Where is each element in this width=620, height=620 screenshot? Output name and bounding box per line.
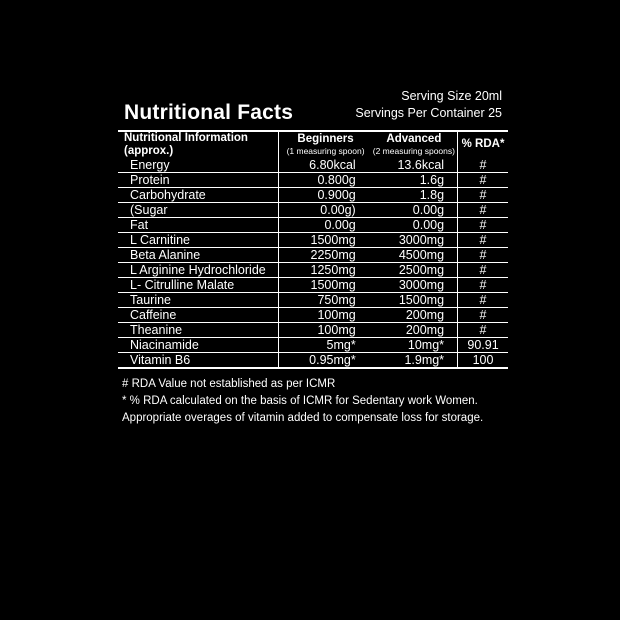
row-nutrient-name: Protein <box>118 173 281 188</box>
row-nutrient-name: Theanine <box>118 323 281 338</box>
row-beginners-value: 5mg* <box>281 338 369 353</box>
row-nutrient-name: Niacinamide <box>118 338 281 353</box>
table-row <box>118 263 508 278</box>
row-nutrient-name: L- Citrulline Malate <box>118 278 281 293</box>
row-rda-value: # <box>458 218 508 233</box>
row-beginners-value: 6.80kcal <box>309 158 356 173</box>
row-rda-value: # <box>458 203 508 218</box>
column-divider-2 <box>457 132 458 367</box>
row-nutrient-name: (Sugar <box>118 203 281 218</box>
table-row <box>118 233 508 248</box>
row-nutrient-name: Fat <box>118 218 281 233</box>
row-advanced-value: 3000mg <box>370 233 458 248</box>
row-advanced-value: 1.9mg* <box>370 353 458 368</box>
row-advanced-value: 2500mg <box>370 263 458 278</box>
table-row <box>118 323 508 338</box>
row-beginners-value: 2250mg <box>281 248 369 263</box>
footnotes <box>118 369 508 426</box>
row-advanced-value: 1500mg <box>370 293 458 308</box>
row-advanced-value: 1.6g <box>370 173 458 188</box>
nutrition-table <box>118 132 508 367</box>
table-row <box>118 218 508 233</box>
table-row <box>118 338 508 353</box>
row-advanced-value: 1.8g <box>370 188 458 203</box>
row-beginners-value: 0.95mg* <box>281 353 369 368</box>
row-beginners-value: 1250mg <box>281 263 369 278</box>
row-nutrient-name: Carbohydrate <box>118 188 281 203</box>
table-row <box>118 278 508 293</box>
row-beginners-value: 1500mg <box>281 278 369 293</box>
page-title: Nutritional Facts <box>124 100 294 124</box>
serving-info <box>355 88 502 124</box>
table-row <box>118 173 508 188</box>
row-rda-value: # <box>458 323 508 338</box>
table-body <box>118 158 508 367</box>
row-nutrient-name: Caffeine <box>118 308 281 323</box>
table-row <box>118 203 508 218</box>
row-advanced-value: 10mg* <box>370 338 458 353</box>
row-beginners-value: 0.00g) <box>281 203 369 218</box>
row-rda-value: # <box>458 188 508 203</box>
row-rda-value: # <box>458 293 508 308</box>
row-rda-value: # <box>458 263 508 278</box>
column-header-name: Nutritional Information (approx.) <box>124 131 248 157</box>
table-header-row <box>118 132 508 158</box>
table-row <box>118 293 508 308</box>
nutrition-facts-panel <box>118 88 508 426</box>
row-beginners-value: 750mg <box>281 293 369 308</box>
row-beginners-value: 1500mg <box>281 233 369 248</box>
table-row <box>118 248 508 263</box>
serving-size: Serving Size 20ml <box>401 89 502 103</box>
row-beginners-value: 100mg <box>281 308 369 323</box>
table-row <box>118 308 508 323</box>
row-rda-value: 100 <box>458 353 508 368</box>
column-header-advanced-sub: (2 measuring spoons) <box>372 146 455 157</box>
row-rda-value: # <box>458 248 508 263</box>
footnote-line: # RDA Value not established as per ICMR <box>122 378 336 391</box>
table-row <box>118 188 508 203</box>
footnote-line: Appropriate overages of vitamin added to compensate loss for storage. <box>122 411 484 424</box>
table-row <box>118 353 508 368</box>
table-row <box>118 158 508 173</box>
row-advanced-value: 3000mg <box>370 278 458 293</box>
row-nutrient-name: L Carnitine <box>118 233 281 248</box>
table-head <box>118 132 508 158</box>
row-beginners-value: 0.00g <box>281 218 369 233</box>
row-nutrient-name: Beta Alanine <box>118 248 281 263</box>
row-nutrient-name: Taurine <box>118 293 281 308</box>
row-nutrient-name: L Arginine Hydrochloride <box>118 263 281 278</box>
column-divider-1 <box>278 132 279 367</box>
column-header-advanced <box>370 132 458 158</box>
row-beginners-value: 0.900g <box>281 188 369 203</box>
row-advanced-value: 0.00g <box>370 203 458 218</box>
row-advanced-value: 0.00g <box>370 218 458 233</box>
row-advanced-value: 200mg <box>370 308 458 323</box>
column-header-advanced-label: Advanced <box>386 132 442 145</box>
footnote-line: * % RDA calculated on the basis of ICMR for Sedentary work Women. <box>122 394 478 407</box>
row-beginners-value: 100mg <box>281 323 369 338</box>
row-advanced-value: 200mg <box>370 323 458 338</box>
table-wrapper <box>118 132 508 367</box>
row-rda-value: # <box>458 233 508 248</box>
row-rda-value: # <box>458 173 508 188</box>
row-advanced-value: 4500mg <box>370 248 458 263</box>
label-header <box>118 88 508 130</box>
column-header-beginners-label: Beginners <box>297 132 354 145</box>
row-rda-value: # <box>479 158 487 173</box>
column-header-rda: % RDA* <box>461 138 505 151</box>
row-rda-value: 90.91 <box>458 338 508 353</box>
row-rda-value: # <box>458 308 508 323</box>
column-header-beginners <box>281 132 369 158</box>
servings-per-container: Servings Per Container 25 <box>355 105 502 120</box>
row-nutrient-name: Energy <box>130 158 170 173</box>
row-beginners-value: 0.800g <box>281 173 369 188</box>
row-nutrient-name: Vitamin B6 <box>118 353 281 368</box>
row-advanced-value: 13.6kcal <box>397 158 445 173</box>
column-header-beginners-sub: (1 measuring spoon) <box>286 146 365 157</box>
row-rda-value: # <box>458 278 508 293</box>
